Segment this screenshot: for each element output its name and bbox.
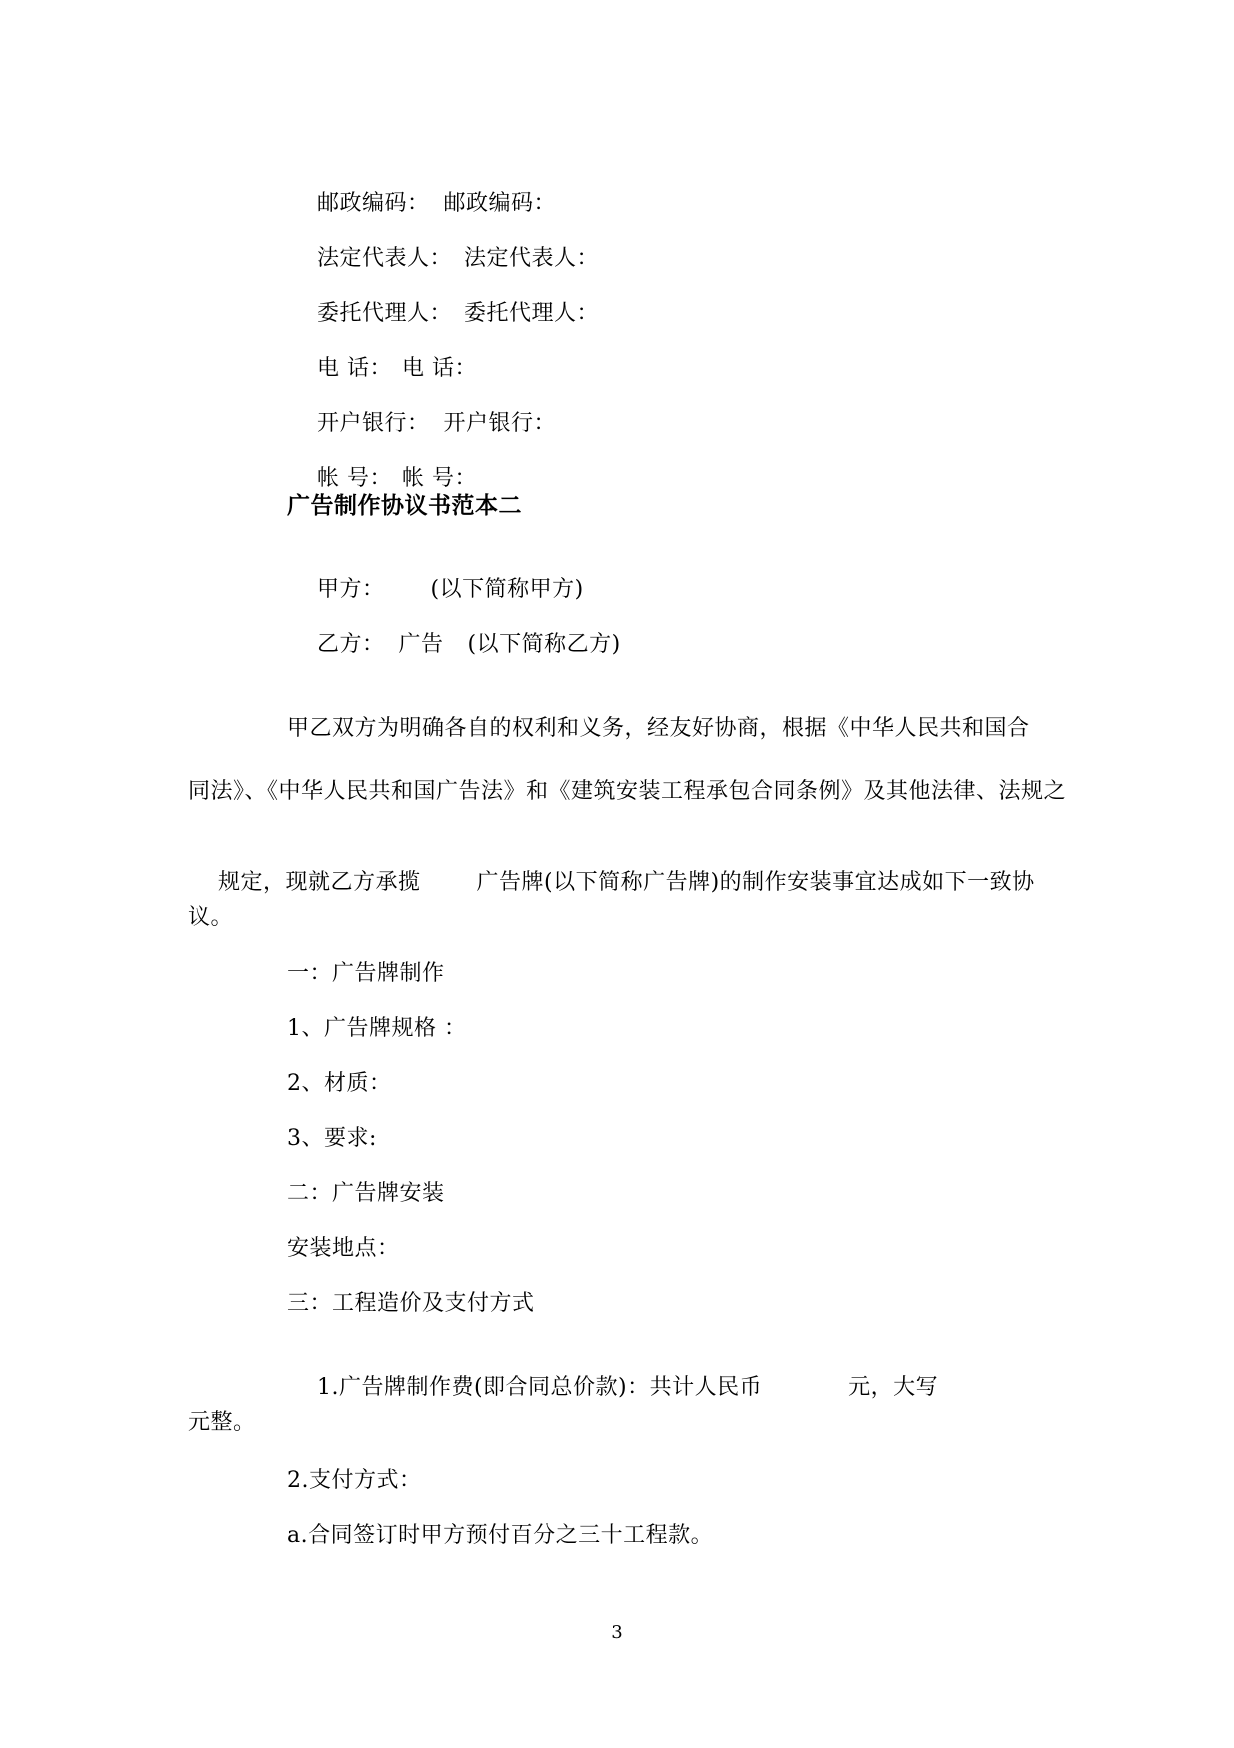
party-b-line xyxy=(287,603,621,687)
intro-line-1: 甲乙双方为明确各自的权利和义务，经友好协商，根据《中华人民共和国合 xyxy=(287,716,1030,741)
account-label-b: 帐 号： xyxy=(401,466,477,491)
legal-rep-label-b: 法定代表人： xyxy=(464,246,600,271)
party-b-name: 广告 xyxy=(398,632,444,657)
intro-line-4: 议。 xyxy=(188,905,234,930)
clause-1-1: 1、广告牌规格 ： xyxy=(287,1016,467,1041)
phone-label-a: 电 话： xyxy=(316,356,392,381)
postal-code-label-a: 邮政编码： xyxy=(316,191,430,216)
intro-line-3-b: 广告牌(以下简称广告牌)的制作安装事宜达成如下一致协 xyxy=(476,870,1035,895)
page-number: 3 xyxy=(611,1622,623,1643)
clause-2-location: 安装地点： xyxy=(287,1236,400,1261)
agent-label-a: 委托代理人： xyxy=(316,301,452,326)
agent-label-b: 委托代理人： xyxy=(464,301,600,326)
postal-code-label-b: 邮政编码： xyxy=(443,191,557,216)
party-a-label: 甲方： xyxy=(316,577,385,602)
bank-label-a: 开户银行： xyxy=(316,411,430,436)
clause-3-2: 2.支付方式： xyxy=(287,1468,422,1493)
phone-label-b: 电 话： xyxy=(401,356,477,381)
clause-1-2: 2、材质： xyxy=(287,1071,392,1096)
party-b-note: (以下简称乙方) xyxy=(467,632,621,657)
legal-rep-label-a: 法定代表人： xyxy=(316,246,452,271)
account-label-a: 帐 号： xyxy=(316,466,392,491)
clause-3-1-b: 元，大写 xyxy=(848,1375,939,1400)
clause-1-3: 3、要求: xyxy=(287,1126,377,1151)
intro-line-3-a: 规定，现就乙方承揽 xyxy=(217,870,421,895)
section-title: 广告制作协议书范本二 xyxy=(287,493,522,519)
clause-3-1-c: 元整。 xyxy=(188,1410,256,1435)
intro-line-3 xyxy=(188,841,1035,925)
clause-3-1-a: 1.广告牌制作费(即合同总价款)：共计人民币 xyxy=(316,1375,763,1400)
clause-3-2-a: a.合同签订时甲方预付百分之三十工程款。 xyxy=(287,1523,714,1548)
clause-3-1 xyxy=(287,1346,938,1430)
clause-3-title: 三：工程造价及支付方式 xyxy=(287,1291,535,1316)
bank-label-b: 开户银行： xyxy=(443,411,557,436)
clause-1-title: 一：广告牌制作 xyxy=(287,961,445,986)
party-a-note: (以下简称甲方) xyxy=(430,577,584,602)
clause-2-title: 二：广告牌安装 xyxy=(287,1181,445,1206)
party-b-label: 乙方： xyxy=(316,632,385,657)
intro-line-2: 同法》、《中华人民共和国广告法》和《建筑安装工程承包合同条例》及其他法律、法规之 xyxy=(188,779,1067,804)
